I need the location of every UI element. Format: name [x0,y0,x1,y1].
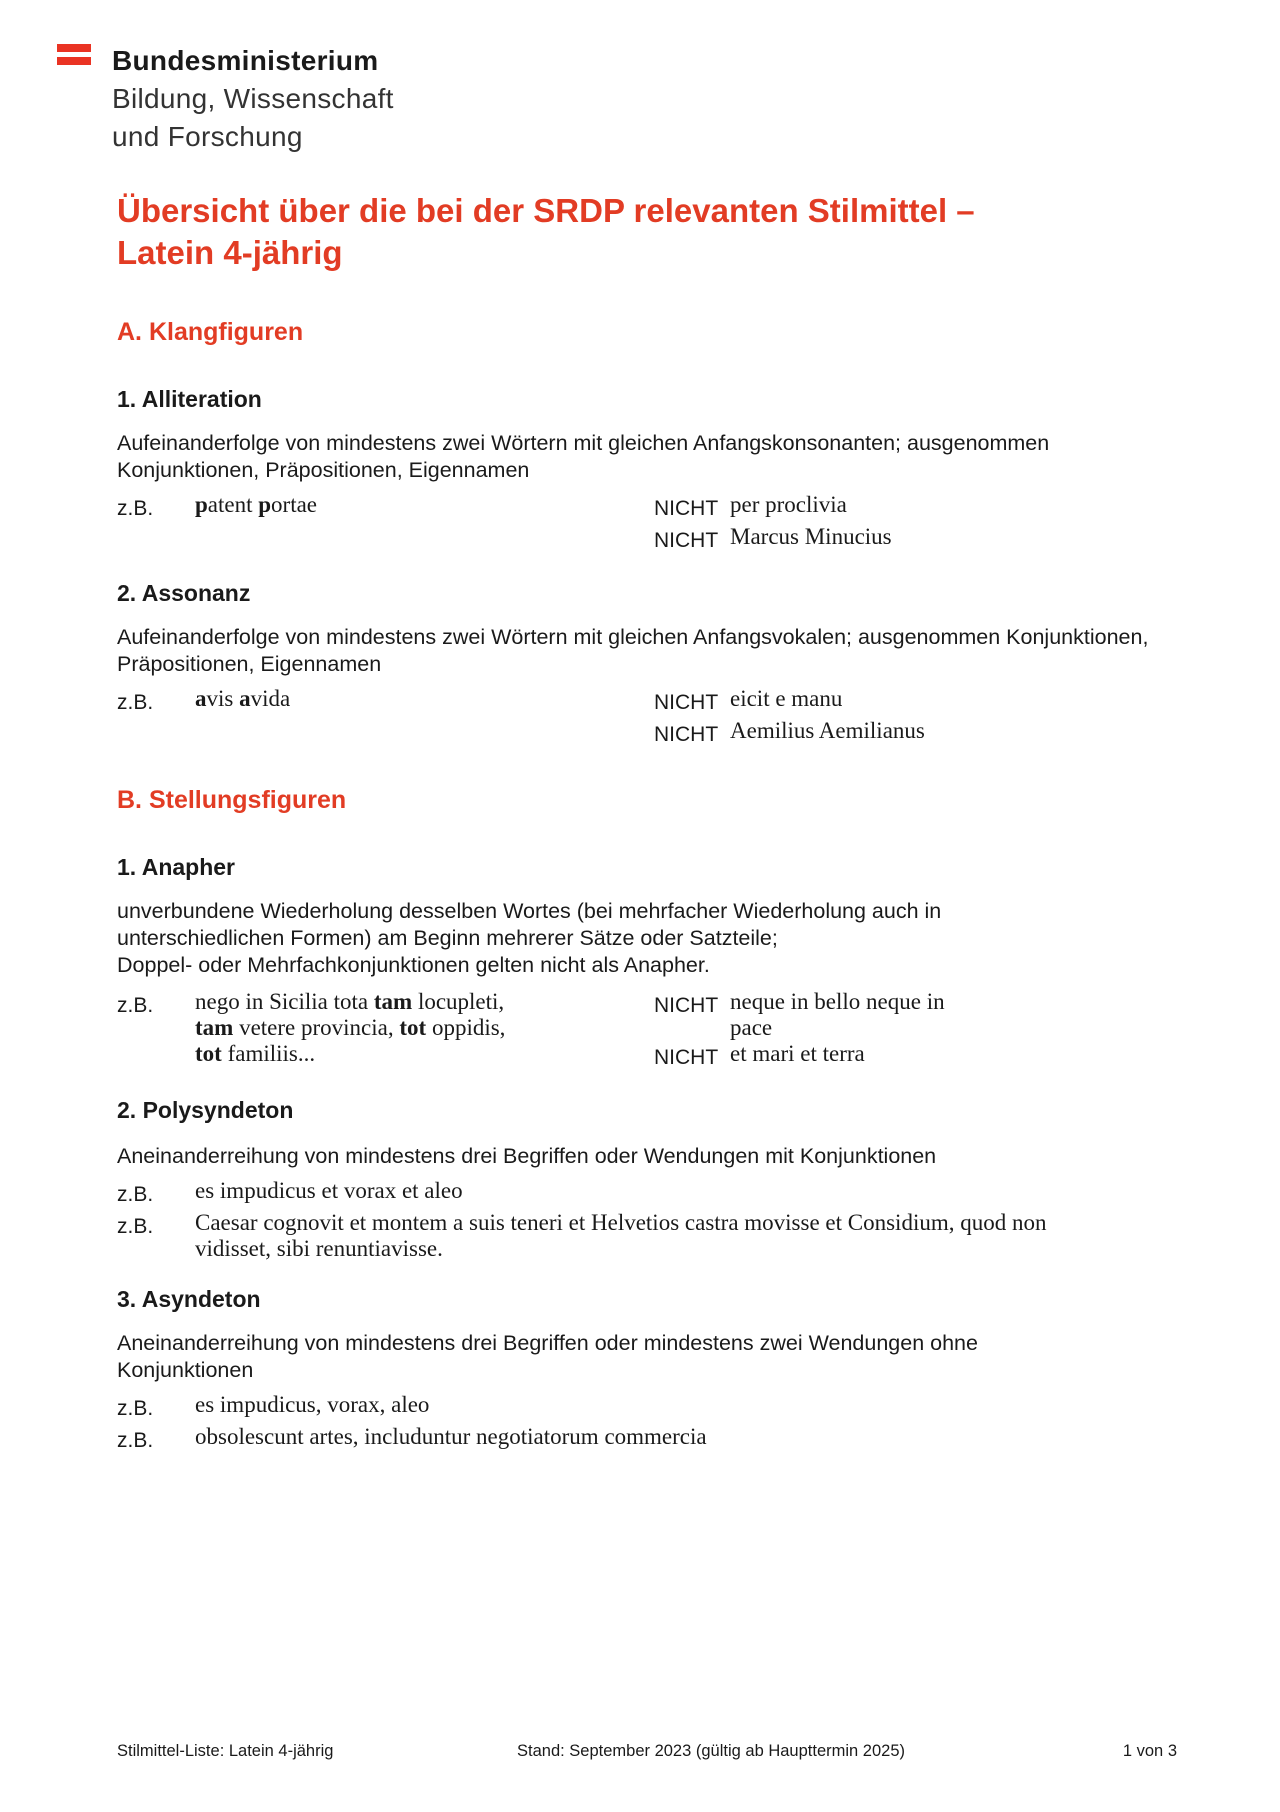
document-body [117,190,1177,1456]
counter-example-text: neque in bello neque in pace [730,989,945,1040]
alliteration-heading: 1. Alliteration [117,386,262,412]
footer-date: Stand: September 2023 (gültig ab Haupttermin 2025) [517,1742,905,1760]
polysyndeton-description: Aneinanderreihung von mindestens drei Begriffen oder Wendungen mit Konjunktionen [117,1144,937,1168]
anapher-description [117,898,1177,979]
example-text: Caesar cognovit et montem a suis teneri et Helvetios castra movisse et Considium, quod non vidisset, sibi renuntiavisse. [195,1210,1047,1261]
page-title [117,190,1177,274]
nicht-label: NICHT [654,994,719,1017]
austria-flag-icon [57,44,91,65]
ministry-logo-text [112,42,394,156]
nicht-label: NICHT [654,497,719,520]
ministry-line-2: Bildung, Wissenschaft [112,83,394,114]
nicht-label: NICHT [654,691,719,714]
counter-example-text: et mari et terra [730,1041,865,1066]
description-line: Konjunktionen [117,1358,254,1382]
example-text: nego in Sicilia tota tam locupleti, tam vetere provincia, tot oppidis, tot familiis... [195,989,506,1066]
footer-document-title: Stilmittel-Liste: Latein 4-jährig [117,1742,334,1760]
nicht-label: NICHT [654,529,719,552]
assonanz-heading: 2. Assonanz [117,580,251,606]
nicht-label: NICHT [654,1046,719,1069]
example-label: z.B. [117,994,154,1017]
example-label: z.B. [117,1183,154,1206]
footer-page-number: 1 von 3 [1122,1742,1177,1760]
counter-example-text: eicit e manu [730,686,843,711]
asyndeton-heading: 3. Asyndeton [117,1286,261,1312]
anapher-examples [117,989,1177,1071]
example-text: obsolescunt artes, includuntur negotiatorum commercia [195,1424,707,1449]
alliteration-examples [117,492,1177,552]
ministry-line-3: und Forschung [112,121,303,152]
polysyndeton-heading: 2. Polysyndeton [117,1097,294,1123]
example-label: z.B. [117,497,154,520]
example-text: es impudicus, vorax, aleo [195,1392,430,1417]
alliteration-description: Aufeinanderfolge von mindestens zwei Wörtern mit gleichen Anfangskonsonanten; ausgenommen Konjunktionen, Präpositionen, Eigennamen [117,431,1050,482]
example-label: z.B. [117,1215,154,1238]
example-label: z.B. [117,691,154,714]
asyndeton-examples [117,1392,1177,1456]
example-text: es impudicus et vorax et aleo [195,1178,463,1203]
asyndeton-description [117,1330,1177,1384]
counter-example-text: per proclivia [730,492,847,517]
example-text: avis avida [195,686,291,711]
example-label: z.B. [117,1429,154,1452]
counter-example-text: Marcus Minucius [730,524,892,549]
example-text: patent portae [195,492,318,517]
assonanz-examples [117,686,1177,746]
anapher-heading: 1. Anapher [117,854,236,880]
description-line: unterschiedlichen Formen) am Beginn mehrerer Sätze oder Satzteile; [117,926,778,950]
nicht-label: NICHT [654,723,719,746]
description-line: Doppel- oder Mehrfachkonjunktionen gelten nicht als Anapher. [117,953,710,977]
polysyndeton-examples [117,1178,1177,1266]
example-label: z.B. [117,1397,154,1420]
ministry-line-1: Bundesministerium [112,45,379,76]
title-line-2: Latein 4-jährig [117,234,343,271]
section-a-heading: A. Klangfiguren [117,318,304,346]
description-line: unverbundene Wiederholung desselben Wortes (bei mehrfacher Wiederholung auch in [117,899,942,923]
section-b-heading: B. Stellungsfiguren [117,786,347,814]
assonanz-description: Aufeinanderfolge von mindestens zwei Wörtern mit gleichen Anfangsvokalen; ausgenommen Konjunktionen, Präpositionen, Eigennamen [117,625,1149,676]
counter-example-text: Aemilius Aemilianus [730,718,925,743]
description-line: Aneinanderreihung von mindestens drei Begriffen oder mindestens zwei Wendungen ohne [117,1331,978,1355]
title-line-1: Übersicht über die bei der SRDP relevanten Stilmittel – [117,192,975,229]
